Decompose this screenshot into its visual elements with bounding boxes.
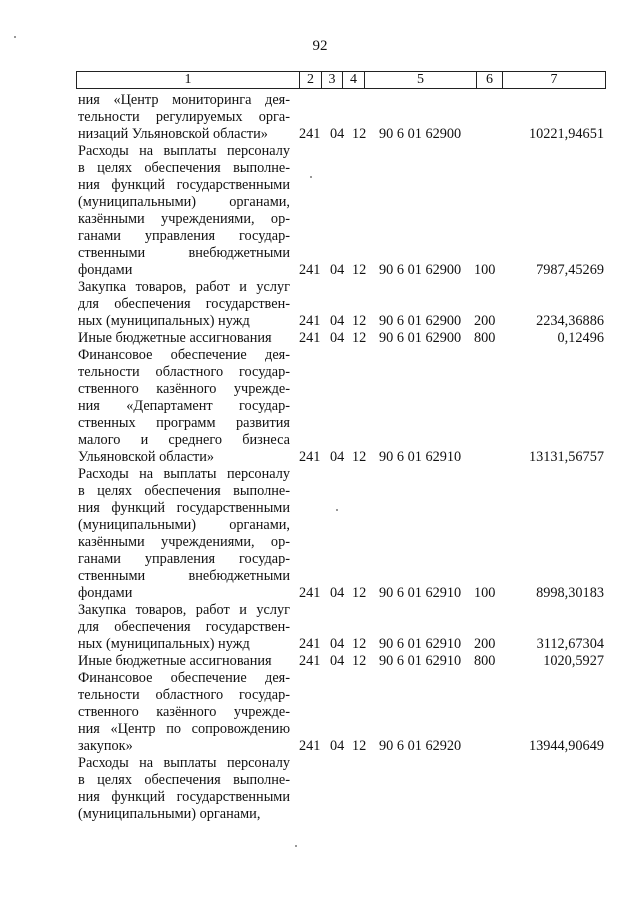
row-code-admin: 241 <box>299 636 321 652</box>
row-code-subsection: 12 <box>352 449 367 465</box>
row-description-line: малого и среднего бизнеса <box>78 432 290 448</box>
row-description-line: в целях обеспечения выполне- <box>78 772 290 788</box>
row-description-line: ственных программ развития <box>78 415 290 431</box>
column-header-row <box>76 71 606 89</box>
row-description-line: Расходы на выплаты персоналу <box>78 755 290 771</box>
row-code-target-article: 90 6 01 62900 <box>379 313 462 329</box>
row-description-line: ния функций государственными <box>78 177 290 193</box>
row-description-line: в целях обеспечения выполне- <box>78 483 290 499</box>
row-description-line: (муниципальными) органами, <box>78 517 290 533</box>
row-code-expense-type: 800 <box>474 330 496 346</box>
row-description-line: тельности областного государ- <box>78 364 290 380</box>
row-code-admin: 241 <box>299 449 321 465</box>
column-header-5: 5 <box>364 72 476 88</box>
row-description-line: ганами управления государ- <box>78 228 290 244</box>
row-amount: 10221,94651 <box>528 126 604 142</box>
row-description-line: Закупка товаров, работ и услуг <box>78 602 290 618</box>
column-header-1: 1 <box>184 72 192 87</box>
row-description-line: ственного казённого учрежде- <box>78 704 290 720</box>
row-amount: 13131,56757 <box>528 449 604 465</box>
row-description-line: Финансовое обеспечение дея- <box>78 347 290 363</box>
row-code-admin: 241 <box>299 126 321 142</box>
row-description-line: закупок» <box>78 738 133 754</box>
column-header-2: 2 <box>299 72 321 88</box>
row-amount: 1020,5927 <box>543 653 604 669</box>
row-code-subsection: 12 <box>352 330 367 346</box>
row-code-admin <box>299 806 323 823</box>
row-code-section: 04 <box>330 585 345 601</box>
row-code-subsection: 12 <box>352 126 367 142</box>
row-description-line: казёнными учреждениями, ор- <box>78 211 290 227</box>
row-code-subsection <box>352 806 370 823</box>
column-header-6: 6 <box>476 72 502 88</box>
row-code-subsection: 12 <box>352 585 367 601</box>
row-code-admin: 241 <box>299 330 321 346</box>
row-code-expense-type <box>474 126 500 143</box>
row-description-line: ственными внебюджетными <box>78 245 290 261</box>
row-description-line: Финансовое обеспечение дея- <box>78 670 290 686</box>
row-description-line: ственными внебюджетными <box>78 568 290 584</box>
row-code-expense-type <box>474 806 500 823</box>
row-code-subsection: 12 <box>352 738 367 754</box>
row-code-target-article: 90 6 01 62910 <box>379 653 462 669</box>
row-code-expense-type: 200 <box>474 313 496 329</box>
row-description-line: Иные бюджетные ассигнования <box>78 330 272 346</box>
row-code-subsection: 12 <box>352 636 367 652</box>
row-code-subsection: 12 <box>352 313 367 329</box>
row-code-subsection: 12 <box>352 262 367 278</box>
row-description-line: ния функций государственными <box>78 789 290 805</box>
row-code-admin: 241 <box>299 313 321 329</box>
row-code-section: 04 <box>330 653 345 669</box>
row-description-line: Закупка товаров, работ и услуг <box>78 279 290 295</box>
scan-artifact <box>295 845 297 847</box>
row-code-section <box>330 806 348 823</box>
row-description-line: Иные бюджетные ассигнования <box>78 653 272 669</box>
row-code-expense-type: 100 <box>474 262 496 278</box>
row-code-target-article: 90 6 01 62910 <box>379 585 462 601</box>
row-description-line: ния «Центр мониторинга дея- <box>78 92 290 108</box>
row-amount <box>508 806 604 823</box>
row-code-section: 04 <box>330 636 345 652</box>
row-description-line: фондами <box>78 262 133 278</box>
row-description-line: (муниципальными) органами, <box>78 194 290 210</box>
row-amount: 3112,67304 <box>536 636 604 652</box>
row-code-admin: 241 <box>299 585 321 601</box>
row-code-section: 04 <box>330 126 345 142</box>
row-description-line: ния «Департамент государ- <box>78 398 290 414</box>
row-description-line: для обеспечения государствен- <box>78 296 290 312</box>
row-description-line: ственного казённого учрежде- <box>78 381 290 397</box>
row-amount: 13944,90649 <box>528 738 604 754</box>
row-code-target-article: 90 6 01 62910 <box>379 449 462 465</box>
row-amount: 8998,30183 <box>536 585 604 601</box>
row-code-expense-type <box>474 449 500 466</box>
row-description-line: тельности регулируемых орга- <box>78 109 290 125</box>
row-code-target-article: 90 6 01 62900 <box>379 330 462 346</box>
row-description-line: казёнными учреждениями, ор- <box>78 534 290 550</box>
row-description-line: низаций Ульяновской области» <box>78 126 268 142</box>
row-description-line: ния «Центр по сопровождению <box>78 721 290 737</box>
row-description-line: Расходы на выплаты персоналу <box>78 466 290 482</box>
row-code-expense-type <box>474 738 500 755</box>
row-description-line: Ульяновской области» <box>78 449 215 465</box>
row-code-target-article: 90 6 01 62910 <box>379 636 462 652</box>
row-code-subsection: 12 <box>352 653 367 669</box>
row-description-line: для обеспечения государствен- <box>78 619 290 635</box>
row-code-target-article: 90 6 01 62900 <box>379 262 462 278</box>
row-description-line: (муниципальными) органами, <box>78 806 261 822</box>
row-code-admin: 241 <box>299 738 321 754</box>
page-number: 92 <box>312 38 328 54</box>
row-code-section: 04 <box>330 449 345 465</box>
row-amount: 2234,36886 <box>536 313 604 329</box>
row-code-expense-type: 200 <box>474 636 496 652</box>
scan-artifact <box>336 509 338 511</box>
column-header-7: 7 <box>502 72 605 88</box>
row-code-section: 04 <box>330 738 345 754</box>
row-code-section: 04 <box>330 262 345 278</box>
row-description-line: ния функций государственными <box>78 500 290 516</box>
scan-artifact <box>310 176 312 178</box>
row-code-expense-type: 800 <box>474 653 496 669</box>
row-amount: 7987,45269 <box>536 262 604 278</box>
row-description-line: ных (муниципальных) нужд <box>78 313 250 329</box>
row-description-line: Расходы на выплаты персоналу <box>78 143 290 159</box>
row-description-line: тельности областного государ- <box>78 687 290 703</box>
column-header-3: 3 <box>321 72 342 88</box>
row-code-target-article: 90 6 01 62900 <box>379 126 462 142</box>
row-code-target-article: 90 6 01 62920 <box>379 738 462 754</box>
row-code-section: 04 <box>330 330 345 346</box>
scan-artifact <box>14 36 16 38</box>
row-description-line: фондами <box>78 585 133 601</box>
row-description-line: ганами управления государ- <box>78 551 290 567</box>
column-header-4: 4 <box>342 72 364 88</box>
row-description-line: ных (муниципальных) нужд <box>78 636 250 652</box>
row-code-target-article <box>379 806 485 823</box>
row-code-admin: 241 <box>299 262 321 278</box>
row-code-expense-type: 100 <box>474 585 496 601</box>
row-code-section: 04 <box>330 313 345 329</box>
row-description-line: в целях обеспечения выполне- <box>78 160 290 176</box>
row-code-admin: 241 <box>299 653 321 669</box>
row-amount: 0,12496 <box>557 330 604 346</box>
